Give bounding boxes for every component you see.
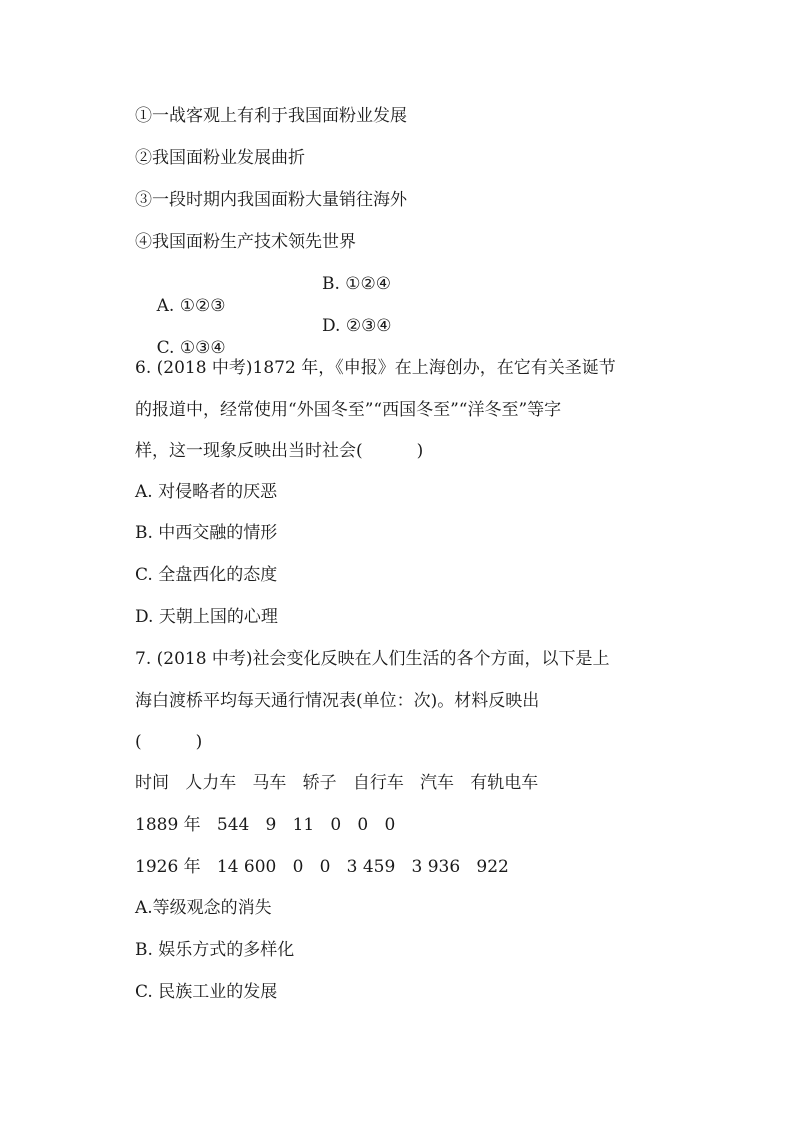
q7-stem-line-2: 海白渡桥平均每天通行情况表(单位：次)。材料反映出 xyxy=(135,691,540,711)
q7-option-a: A.等级观念的消失 xyxy=(135,898,272,918)
q5-option-c: C. ①③④ xyxy=(156,338,226,358)
q5-option-a: A. ①②③ xyxy=(156,296,226,316)
q5-option-b: B. ①②④ xyxy=(322,274,392,294)
q7-table-row-1889: 1889 年 544 9 11 0 0 0 xyxy=(135,815,396,835)
q6-stem-line-2: 的报道中，经常使用“外国冬至”“西国冬至”“洋冬至”等字 xyxy=(135,400,562,420)
statement-4: ④我国面粉生产技术领先世界 xyxy=(135,232,356,252)
q7-table-header: 时间 人力车 马车 轿子 自行车 汽车 有轨电车 xyxy=(135,773,539,793)
q7-stem-line-1: 7. (2018 中考)社会变化反映在人们生活的各个方面，以下是上 xyxy=(135,649,610,669)
q6-option-d: D. 天朝上国的心理 xyxy=(135,607,278,627)
q7-stem-line-3: ( ) xyxy=(135,732,203,752)
q5-option-d: D. ②③④ xyxy=(322,316,392,336)
q7-option-c: C. 民族工业的发展 xyxy=(135,982,278,1002)
q7-option-b: B. 娱乐方式的多样化 xyxy=(135,940,295,960)
q6-option-c: C. 全盘西化的态度 xyxy=(135,565,278,585)
statement-1: ①一战客观上有利于我国面粉业发展 xyxy=(135,106,407,126)
q7-table-row-1926: 1926 年 14 600 0 0 3 459 3 936 922 xyxy=(135,857,509,877)
statement-3: ③一段时期内我国面粉大量销往海外 xyxy=(135,190,407,210)
q6-option-a: A. 对侵略者的厌恶 xyxy=(135,482,278,502)
q6-stem-line-3: 样，这一现象反映出当时社会( ) xyxy=(135,441,424,461)
statement-2: ②我国面粉业发展曲折 xyxy=(135,148,305,168)
q6-stem-line-1: 6. (2018 中考)1872 年，《申报》在上海创办，在它有关圣诞节 xyxy=(135,358,616,378)
q6-option-b: B. 中西交融的情形 xyxy=(135,523,278,543)
